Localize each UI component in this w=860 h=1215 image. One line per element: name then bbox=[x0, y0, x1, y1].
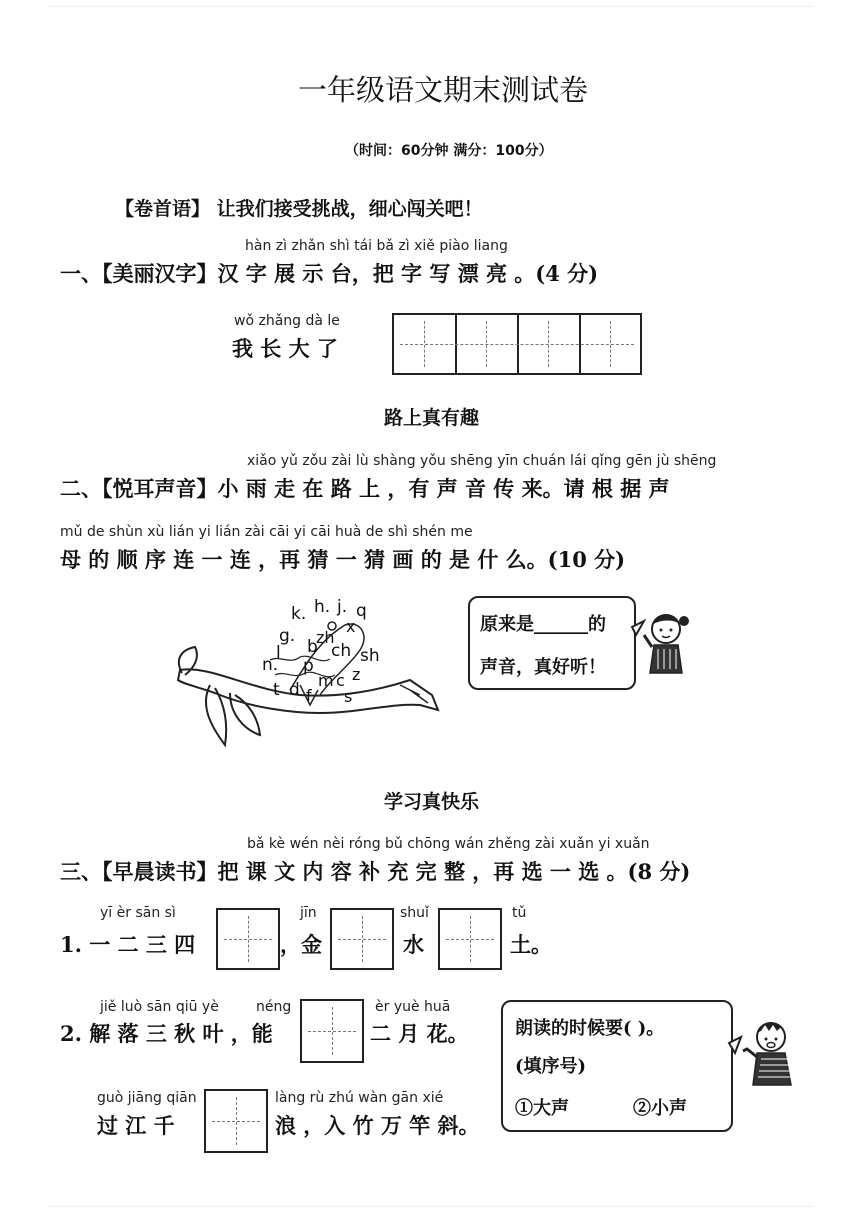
letter-k: k. bbox=[291, 604, 307, 624]
option-loud[interactable]: ①大声 bbox=[515, 1098, 569, 1119]
q3-line2-pinyin-a: jiě luò sān qiū yè bbox=[100, 999, 219, 1015]
letter-f: f bbox=[306, 686, 312, 705]
letter-m: m bbox=[318, 671, 334, 690]
letter-n: n. bbox=[262, 655, 279, 675]
q3-box-1[interactable] bbox=[216, 908, 280, 970]
girl-listening-icon bbox=[630, 605, 695, 677]
exam-meta: （时间：60分钟 满分：100分） bbox=[345, 143, 553, 159]
q3-line3-text-a: 过 江 千 bbox=[97, 1113, 175, 1138]
boy-reading-icon bbox=[727, 1015, 799, 1087]
q3-bubble-line1: 朗读的时候要( )。 bbox=[515, 1018, 665, 1039]
q3-line1-pinyin-c: shuǐ bbox=[400, 905, 429, 921]
section2-title: 路上真有趣 bbox=[384, 407, 480, 429]
letter-j: j. bbox=[337, 597, 348, 617]
option-quiet[interactable]: ②小声 bbox=[633, 1098, 687, 1119]
q1-sub-pinyin: wǒ zhǎng dà le bbox=[234, 313, 340, 329]
letter-d: d bbox=[289, 680, 300, 700]
letter-t: t bbox=[273, 680, 280, 700]
q3-line2-text-a: 2. 解 落 三 秋 叶 ，能 bbox=[60, 1021, 273, 1046]
letter-c: c bbox=[336, 671, 345, 690]
q3-line1-pinyin-d: tǔ bbox=[512, 905, 527, 921]
q2-pinyin-2: mǔ de shùn xù lián yi lián zài cāi yi cāi huà de shì shén me bbox=[60, 524, 473, 540]
page-top-edge bbox=[48, 6, 812, 7]
q3-line1-text-b: ，金 bbox=[280, 932, 322, 957]
q2-text-2: 母 的 顺 序 连 一 连 ，再 猜 一 猜 画 的 是 什 么。(10 分) bbox=[60, 547, 626, 572]
q3-line2-pinyin-b: néng bbox=[256, 999, 292, 1015]
q3-line2-text-b: 二 月 花。 bbox=[370, 1021, 469, 1046]
page-title: 一年级语文期末测试卷 bbox=[298, 73, 589, 107]
q3-line1-text-a: 1. 一 二 三 四 bbox=[60, 932, 196, 957]
letter-zh: zh bbox=[316, 628, 335, 647]
grid-guide bbox=[548, 321, 549, 367]
letter-b: b bbox=[307, 637, 318, 657]
section3-title: 学习真快乐 bbox=[384, 791, 480, 813]
q3-line3-text-b: 浪 ，入 竹 万 竿 斜。 bbox=[275, 1113, 480, 1138]
q3-line1-text-d: 土。 bbox=[510, 932, 552, 957]
grid-guide bbox=[424, 321, 425, 367]
letter-g: g. bbox=[279, 626, 296, 646]
q3-line1-text-c: 水 bbox=[403, 932, 424, 957]
letter-s: s bbox=[344, 687, 353, 706]
q3-box-2[interactable] bbox=[330, 908, 394, 970]
q2-heading: 二、【悦耳声音】小 雨 走 在 路 上 ，有 声 音 传 来。请 根 据 声 bbox=[60, 476, 670, 501]
q1-writing-grid[interactable] bbox=[392, 313, 642, 375]
q2-speech-bubble bbox=[468, 596, 636, 690]
letter-p: p bbox=[303, 656, 314, 676]
q3-pinyin: bǎ kè wén nèi róng bǔ chōng wán zhěng zài xuǎn yi xuǎn bbox=[247, 836, 650, 852]
q1-heading: 一、【美丽汉字】汉 字 展 示 台，把 字 写 漂 亮 。(4 分) bbox=[60, 261, 599, 286]
letter-q: q bbox=[356, 601, 367, 621]
q3-box-3[interactable] bbox=[438, 908, 502, 970]
q3-line3-pinyin-a: guò jiāng qiān bbox=[97, 1090, 197, 1106]
q3-bubble-line2: (填序号) bbox=[515, 1056, 587, 1077]
letter-x: x bbox=[346, 617, 356, 636]
q1-sub-text: 我 长 大 了 bbox=[232, 336, 338, 361]
letter-ch: ch bbox=[331, 641, 352, 661]
q2-bubble-line2: 声音，真好听！ bbox=[480, 657, 606, 678]
q3-box-4[interactable] bbox=[300, 999, 364, 1063]
q3-box-5[interactable] bbox=[204, 1089, 268, 1153]
q3-speech-bubble bbox=[501, 1000, 733, 1132]
q3-line3-pinyin-b: làng rù zhú wàn gān xié bbox=[275, 1090, 444, 1106]
page-bottom-edge bbox=[48, 1206, 812, 1207]
intro-text: 【卷首语】 让我们接受挑战，细心闯关吧！ bbox=[115, 198, 483, 220]
q3-heading: 三、【早晨读书】把 课 文 内 容 补 充 完 整 ，再 选 一 选 。(8 分) bbox=[60, 859, 691, 884]
letter-l: l bbox=[276, 643, 281, 663]
q3-line2-pinyin-c: èr yuè huā bbox=[375, 999, 451, 1015]
q3-line1-pinyin-a: yī èr sān sì bbox=[100, 905, 176, 921]
q1-pinyin: hàn zì zhǎn shì tái bǎ zì xiě piào liang bbox=[245, 238, 508, 254]
q2-pinyin-1: xiǎo yǔ zǒu zài lù shàng yǒu shēng yīn chuán lái qǐng gēn jù shēng bbox=[247, 453, 717, 469]
letter-sh: sh bbox=[360, 646, 380, 666]
grid-guide bbox=[400, 344, 634, 345]
q3-line1-pinyin-b: jīn bbox=[300, 905, 317, 921]
grid-guide bbox=[486, 321, 487, 367]
letter-z: z bbox=[352, 665, 361, 684]
grid-guide bbox=[610, 321, 611, 367]
letter-h: h. bbox=[314, 597, 331, 617]
q2-bubble-line1: 原来是______的 bbox=[480, 614, 606, 635]
